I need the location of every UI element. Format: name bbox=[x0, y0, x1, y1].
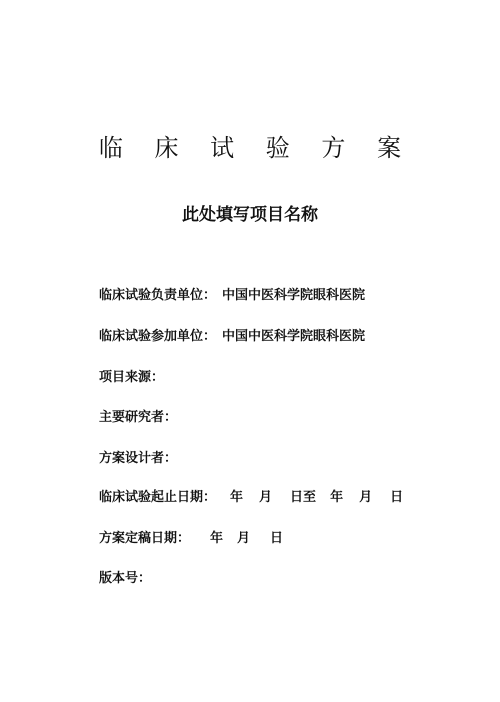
version-field bbox=[99, 570, 151, 588]
participating-unit-label: 临床试验参加单位： bbox=[99, 329, 217, 344]
protocol-designer-field bbox=[99, 450, 177, 468]
project-source-label: 项目来源： bbox=[99, 370, 165, 385]
document-title: 临 床 试 验 方 案 bbox=[98, 134, 414, 162]
lead-unit-value: 中国中医科学院眼科医院 bbox=[222, 288, 366, 303]
trial-period-end-month: 月 bbox=[359, 490, 373, 505]
trial-period-end-day: 日 bbox=[390, 490, 404, 505]
trial-period-start-year: 年 bbox=[230, 490, 244, 505]
trial-period-start-month: 月 bbox=[259, 490, 273, 505]
finalization-date-day: 日 bbox=[270, 531, 284, 546]
project-source-field bbox=[99, 369, 164, 387]
finalization-date-month: 月 bbox=[237, 531, 251, 546]
lead-unit-field bbox=[99, 287, 365, 305]
trial-period-start-day-to: 日至 bbox=[290, 490, 317, 505]
participating-unit-field bbox=[99, 328, 365, 346]
participating-unit-value: 中国中医科学院眼科医院 bbox=[222, 329, 366, 344]
finalization-date-label: 方案定稿日期： bbox=[99, 531, 191, 546]
finalization-date-year: 年 bbox=[210, 531, 224, 546]
trial-period-label: 临床试验起止日期： bbox=[99, 490, 217, 505]
protocol-designer-label: 方案设计者： bbox=[99, 451, 178, 466]
lead-unit-label: 临床试验负责单位： bbox=[99, 288, 217, 303]
trial-period-field bbox=[99, 489, 403, 507]
version-label: 版本号： bbox=[99, 571, 152, 586]
principal-investigator-label: 主要研究者： bbox=[99, 410, 178, 425]
project-name: 此处填写项目名称 bbox=[182, 205, 318, 225]
finalization-date-field bbox=[99, 530, 283, 548]
principal-investigator-field bbox=[99, 409, 177, 427]
trial-period-end-year: 年 bbox=[330, 490, 344, 505]
